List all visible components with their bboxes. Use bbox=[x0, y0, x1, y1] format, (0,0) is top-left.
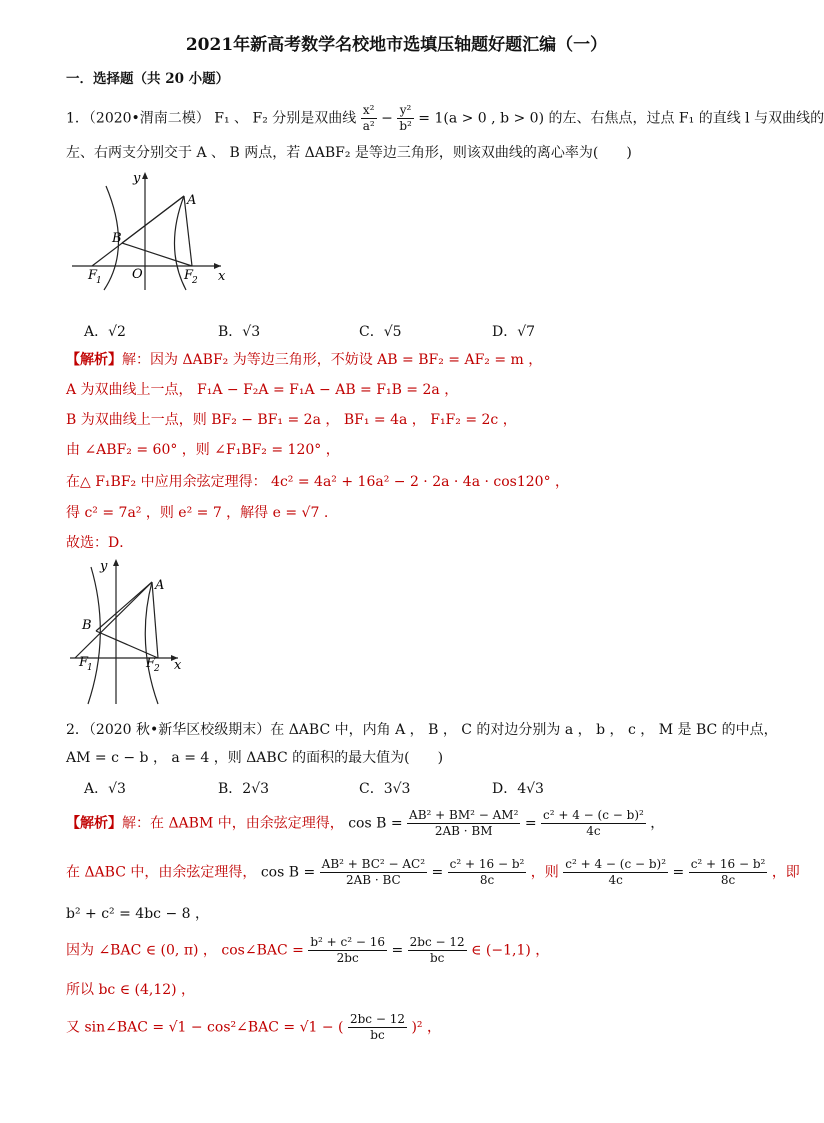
q1-option-c: C．√5 bbox=[359, 324, 402, 340]
q1-line2: 左、右两支分别交于 A 、 B 两点，若 ΔABF₂ 是等边三角形，则该双曲线的离心率为( ) bbox=[66, 145, 632, 161]
q1-solution-line4: 由 ∠ABF₂ = 60° ，则 ∠F₁BF₂ = 120° ， bbox=[66, 442, 340, 458]
q1-line1: 1．（2020•渭南二模） F₁ 、 F₂ 分别是双曲线 $\frac{\text{x²}}{\text{a²}}$ − $\frac{\text{y²}}{\text{b²}}$ = 1(a > 0 , b > 0) 的左、右焦点，过点 F₁ 的直线 l 与双曲线的 bbox=[66, 103, 824, 133]
q1-option-b: B．√3 bbox=[218, 324, 261, 340]
q1-option-a: A．√2 bbox=[84, 324, 126, 340]
q2-line1: 2．（2020 秋•新华区校级期末）在 ΔABC 中，内角 A ， B ， C 的对边分别为 a ， b ， c ， M 是 BC 的中点， bbox=[66, 722, 778, 738]
svg-text:1: 1 bbox=[87, 663, 93, 673]
q2-solution-line4: 因为 ∠BAC ∈ (0, π) ， cos∠BAC = $\frac{\text{b² + c² − 16}}{2bc}$ = $\frac{2bc - 12}{bc}$ ∈ (−1,1) ， bbox=[66, 935, 550, 965]
q2-solution-line5: 所以 bc ∈ (4,12) ， bbox=[66, 982, 196, 998]
q2-line2: AM = c − b ， a = 4 ，则 ΔABC 的面积的最大值为( ) bbox=[66, 750, 444, 766]
q1-eq-rest: = 1(a > 0 , b > 0) bbox=[418, 110, 545, 127]
q2-solution-line1: 【解析】解：在 ΔABM 中，由余弦定理得， cos B = $\frac{\text{AB² + BM² − AM²}}{2AB \cdot BM}$ = $\frac{\text{c² + 4 − (c − b)²}}{4c}$ ， bbox=[66, 808, 665, 838]
q1-option-d: D．√7 bbox=[492, 324, 536, 340]
q1-solution-line2: A 为双曲线上一点， F₁A − F₂A = F₁A − AB = F₁B = 2a ， bbox=[66, 382, 459, 398]
fig1-y-label: y bbox=[133, 171, 141, 186]
fig2-f2-label: F bbox=[146, 656, 156, 671]
q1-line1-end: 的左、右焦点，过点 F₁ 的直线 l 与双曲线的 bbox=[548, 110, 824, 127]
fig1-x-label: x bbox=[218, 269, 226, 284]
section-heading: 一．选择题（共 20 小题） bbox=[66, 71, 230, 87]
q1-figure bbox=[66, 168, 236, 293]
q1-source: 1．（2020•渭南二模） bbox=[66, 110, 210, 127]
q1-solution-line6: 得 c² = 7a² ，则 e² = 7 ，解得 e = √7 . bbox=[66, 505, 329, 521]
fig1-a-label: A bbox=[187, 193, 197, 208]
q1-solution-line1: 【解析】解：因为 ΔABF₂ 为等边三角形，不妨设 AB = BF₂ = AF₂ = m ， bbox=[66, 352, 543, 368]
q1-solution-line5: 在△ F₁BF₂ 中应用余弦定理得： 4c² = 4a² + 16a² − 2 · 2a · 4a · cos120° ， bbox=[66, 474, 570, 490]
svg-text:2: 2 bbox=[192, 276, 198, 286]
q2-option-b: B．2√3 bbox=[218, 781, 270, 797]
q1-solution-figure bbox=[66, 557, 196, 707]
q1-solution-line3: B 为双曲线上一点，则 BF₂ − BF₁ = 2a ， BF₁ = 4a ， F₁F₂ = 2c ， bbox=[66, 412, 517, 428]
q2-solution-tag: 【解析】 bbox=[66, 815, 122, 832]
fig1-o-label: O bbox=[132, 267, 143, 282]
q1-answer: 故选：D． bbox=[66, 535, 134, 551]
page-title: 2021年新高考数学名校地市选填压轴题好题汇编（一） bbox=[185, 35, 608, 55]
fig1-b-label: B bbox=[112, 231, 122, 246]
svg-text:1: 1 bbox=[96, 276, 102, 286]
fig1-f1-label: F bbox=[88, 268, 98, 283]
q2-solution-line3: b² + c² = 4bc − 8 ， bbox=[66, 906, 209, 922]
fig2-a-label: A bbox=[155, 578, 165, 593]
q2-solution-line6: 又 sin∠BAC = √1 − cos²∠BAC = √1 − ( $\frac{2bc - 12}{bc}$ )² ， bbox=[66, 1012, 441, 1042]
q1-solution-tag: 【解析】 bbox=[66, 352, 122, 368]
fig2-f1-label: F bbox=[79, 655, 89, 670]
q2-option-c: C．3√3 bbox=[359, 781, 411, 797]
q2-option-a: A．√3 bbox=[84, 781, 126, 797]
fig1-f2-label: F bbox=[184, 268, 194, 283]
fig2-b-label: B bbox=[82, 618, 92, 633]
q1-intro: F₁ 、 F₂ 分别是双曲线 bbox=[214, 110, 357, 127]
fig2-y-label: y bbox=[100, 559, 108, 574]
q1-frac-y: $\frac{\text{y²}}{\text{b²}}$ bbox=[399, 103, 412, 133]
q1-frac-x: $\frac{\text{x²}}{\text{a²}}$ bbox=[362, 103, 375, 133]
q2-solution-line2: 在 ΔABC 中，由余弦定理得， cos B = $\frac{\text{AB² + BC² − AC²}}{2AB \cdot BC}$ = $\frac{\text{c² + 16 − b²}}{8c}$ ，则 $\frac{\text{c² + 4 − (c − b)²}}{4c}$ = $\frac{\text{c² + 16 − b²}}{8c}$ ，即 bbox=[66, 857, 800, 887]
fig2-x-label: x bbox=[174, 658, 182, 673]
svg-text:2: 2 bbox=[154, 664, 160, 674]
q2-option-d: D．4√3 bbox=[492, 781, 544, 797]
